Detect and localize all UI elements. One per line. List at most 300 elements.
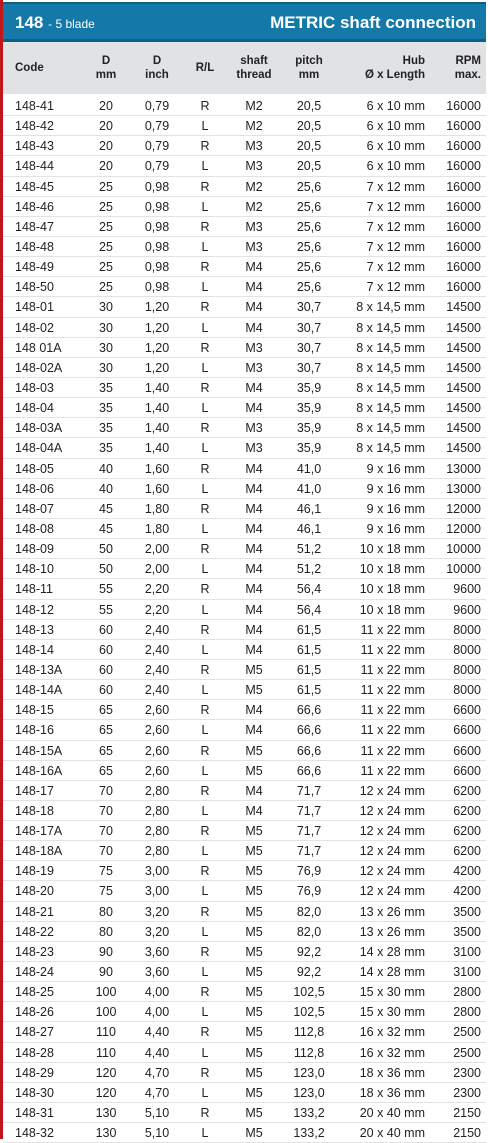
cell-diameter-mm: 35 (99, 401, 113, 416)
cell-diameter-inch: 1,80 (144, 521, 170, 536)
cell-code: 148-47 (15, 219, 54, 234)
cell-code: 148-50 (15, 280, 54, 295)
table-row (3, 1002, 486, 1022)
cell-hub: 6 x 10 mm (366, 99, 425, 113)
cell-rpm: 16000 (446, 119, 481, 134)
cell-rpm: 6600 (453, 743, 481, 758)
header-diameter-mm (83, 42, 129, 94)
cell-code: 148-26 (15, 1005, 54, 1020)
cell-code: 148-13 (15, 622, 54, 637)
cell-hub: 11 x 22 mm (360, 622, 425, 637)
cell-pitch: 92,2 (296, 944, 322, 959)
cell-diameter-inch: 3,20 (144, 904, 170, 919)
table-row (3, 156, 486, 176)
cell-rotation: R (200, 99, 210, 113)
header-shaft-line: shaft (240, 55, 268, 67)
cell-rpm: 14500 (446, 401, 481, 416)
cell-rpm: 13000 (446, 461, 481, 476)
cell-hub: 8 x 14,5 mm (356, 421, 425, 436)
cell-shaft-thread: M2 (245, 179, 263, 194)
cell-rotation: R (200, 421, 210, 436)
cell-rotation: R (200, 622, 210, 637)
cell-rotation: R (200, 300, 210, 315)
cell-hub: 9 x 16 mm (366, 461, 425, 476)
header-dinch-line: inch (145, 69, 169, 81)
cell-rpm: 6600 (453, 703, 481, 718)
cell-rpm: 4200 (453, 884, 481, 899)
table-row (3, 620, 486, 640)
cell-rpm: 8000 (453, 642, 481, 657)
cell-diameter-inch: 3,00 (144, 884, 170, 899)
cell-diameter-inch: 2,00 (144, 542, 170, 557)
cell-shaft-thread: M2 (245, 119, 263, 134)
cell-rpm: 2150 (453, 1106, 481, 1121)
cell-hub: 7 x 12 mm (366, 179, 425, 194)
cell-diameter-mm: 30 (99, 340, 113, 355)
cell-shaft-thread: M3 (245, 219, 263, 234)
cell-pitch: 46,1 (296, 521, 322, 536)
cell-shaft-thread: M3 (245, 159, 263, 174)
cell-pitch: 82,0 (296, 924, 322, 939)
table-row (3, 700, 486, 720)
table-row (3, 116, 486, 136)
cell-code: 148-21 (15, 904, 54, 919)
cell-diameter-mm: 25 (99, 219, 113, 234)
cell-rpm: 16000 (446, 159, 481, 174)
table-row (3, 1123, 486, 1143)
cell-rotation: L (201, 521, 209, 536)
table-row (3, 177, 486, 197)
cell-code: 148-22 (15, 924, 54, 939)
cell-rotation: L (201, 1126, 209, 1141)
cell-pitch: 71,7 (296, 803, 322, 818)
cell-code: 148-17 (15, 783, 54, 798)
cell-code: 148-12 (15, 602, 54, 617)
cell-hub: 8 x 14,5 mm (356, 380, 425, 395)
cell-code: 148-30 (15, 1085, 54, 1100)
cell-code: 148-32 (15, 1126, 54, 1141)
cell-code: 148-07 (15, 501, 54, 516)
table-row (3, 297, 486, 317)
cell-pitch: 30,7 (296, 340, 322, 355)
cell-rotation: R (200, 743, 210, 758)
cell-shaft-thread: M4 (245, 602, 263, 617)
cell-diameter-inch: 0,79 (144, 139, 170, 154)
header-hub-line: Hub (402, 55, 425, 67)
cell-diameter-inch: 3,00 (144, 864, 170, 879)
cell-diameter-mm: 130 (95, 1126, 117, 1141)
cell-diameter-inch: 0,79 (144, 99, 170, 113)
cell-pitch: 76,9 (296, 884, 322, 899)
cell-diameter-inch: 1,40 (144, 380, 170, 395)
cell-rotation: L (201, 401, 209, 416)
table-row (3, 1022, 486, 1042)
cell-shaft-thread: M4 (245, 642, 263, 657)
header-diameter-inch (131, 42, 183, 94)
cell-diameter-inch: 2,80 (144, 824, 170, 839)
header-dinch-line: D (152, 55, 162, 67)
cell-diameter-mm: 25 (99, 280, 113, 295)
cell-rotation: L (201, 642, 209, 657)
cell-pitch: 71,7 (296, 783, 322, 798)
cell-hub: 7 x 12 mm (366, 260, 425, 275)
table-row (3, 801, 486, 821)
cell-rpm: 2500 (453, 1045, 481, 1060)
cell-pitch: 35,9 (296, 441, 322, 456)
cell-rotation: L (201, 844, 209, 859)
table-row (3, 398, 486, 418)
cell-rpm: 16000 (446, 280, 481, 295)
cell-code: 148-11 (15, 582, 53, 597)
cell-diameter-inch: 2,80 (144, 803, 170, 818)
cell-rotation: L (201, 562, 209, 577)
header-rpm (433, 42, 481, 94)
cell-diameter-mm: 70 (99, 783, 113, 798)
cell-rotation: L (201, 763, 209, 778)
cell-rpm: 14500 (446, 360, 481, 375)
header-pitch-line: mm (298, 69, 320, 81)
cell-hub: 18 x 36 mm (359, 1085, 425, 1100)
cell-code: 148-45 (15, 179, 54, 194)
cell-hub: 18 x 36 mm (359, 1065, 425, 1080)
cell-rotation: R (200, 582, 210, 597)
cell-rpm: 9600 (453, 602, 481, 617)
cell-hub: 8 x 14,5 mm (356, 360, 425, 375)
cell-diameter-mm: 60 (99, 683, 113, 698)
cell-shaft-thread: M4 (245, 622, 263, 637)
cell-shaft-thread: M5 (245, 1025, 263, 1040)
cell-pitch: 61,5 (296, 683, 322, 698)
cell-pitch: 35,9 (296, 401, 322, 416)
cell-rpm: 10000 (446, 542, 481, 557)
product-title (15, 13, 95, 33)
cell-shaft-thread: M4 (245, 582, 263, 597)
cell-rotation: R (200, 219, 210, 234)
cell-rpm: 16000 (446, 179, 481, 194)
cell-code: 148-03A (15, 421, 63, 436)
cell-diameter-inch: 1,20 (144, 320, 170, 335)
cell-shaft-thread: M4 (245, 783, 263, 798)
cell-rpm: 8000 (453, 683, 481, 698)
cell-hub: 9 x 16 mm (366, 501, 425, 516)
table-row (3, 338, 486, 358)
cell-hub: 13 x 26 mm (359, 904, 425, 919)
cell-code: 148-17A (15, 824, 63, 839)
table-row (3, 559, 486, 579)
cell-pitch: 82,0 (296, 904, 322, 919)
cell-shaft-thread: M4 (245, 280, 263, 295)
cell-diameter-inch: 0,98 (144, 199, 170, 214)
cell-shaft-thread: M5 (245, 1106, 263, 1121)
cell-code: 148-46 (15, 199, 54, 214)
cell-rotation: R (200, 1025, 210, 1040)
cell-diameter-mm: 75 (99, 864, 113, 879)
cell-diameter-mm: 65 (99, 723, 113, 738)
cell-pitch: 66,6 (296, 763, 322, 778)
cell-diameter-mm: 40 (99, 481, 113, 496)
cell-diameter-inch: 4,00 (144, 985, 170, 1000)
cell-rpm: 9600 (453, 582, 481, 597)
cell-hub: 11 x 22 mm (360, 703, 425, 718)
cell-rpm: 2800 (453, 985, 481, 1000)
cell-rpm: 8000 (453, 622, 481, 637)
cell-rpm: 6200 (453, 844, 481, 859)
cell-hub: 7 x 12 mm (366, 239, 425, 254)
cell-rotation: L (201, 884, 209, 899)
cell-diameter-mm: 80 (99, 924, 113, 939)
cell-hub: 6 x 10 mm (366, 159, 425, 174)
cell-pitch: 61,5 (296, 662, 322, 677)
cell-hub: 20 x 40 mm (359, 1126, 425, 1141)
title-bar (3, 2, 486, 42)
cell-code: 148-15 (15, 703, 54, 718)
table-row (3, 841, 486, 861)
cell-hub: 9 x 16 mm (366, 481, 425, 496)
table-row (3, 640, 486, 660)
cell-shaft-thread: M5 (245, 1045, 263, 1060)
cell-rotation: R (200, 1106, 210, 1121)
cell-hub: 8 x 14,5 mm (356, 441, 425, 456)
cell-diameter-inch: 1,20 (144, 300, 170, 315)
cell-rpm: 14500 (446, 320, 481, 335)
cell-diameter-inch: 2,40 (144, 642, 170, 657)
cell-diameter-mm: 60 (99, 662, 113, 677)
cell-rotation: R (200, 824, 210, 839)
cell-diameter-mm: 90 (99, 965, 113, 980)
cell-rotation: L (201, 320, 209, 335)
cell-code: 148-24 (15, 965, 54, 980)
cell-diameter-inch: 3,60 (144, 944, 170, 959)
cell-diameter-inch: 1,60 (144, 481, 170, 496)
cell-pitch: 71,7 (296, 844, 322, 859)
cell-pitch: 51,2 (296, 542, 322, 557)
table-row (3, 942, 486, 962)
cell-diameter-mm: 50 (99, 562, 113, 577)
cell-rpm: 12000 (446, 501, 481, 516)
cell-shaft-thread: M5 (245, 1065, 263, 1080)
cell-diameter-mm: 70 (99, 803, 113, 818)
cell-code: 148-05 (15, 461, 54, 476)
cell-pitch: 102,5 (293, 985, 325, 1000)
cell-pitch: 25,6 (296, 179, 322, 194)
cell-diameter-mm: 120 (95, 1065, 117, 1080)
cell-pitch: 30,7 (296, 360, 322, 375)
cell-rotation: L (201, 481, 209, 496)
cell-diameter-inch: 1,80 (144, 501, 170, 516)
cell-rotation: L (201, 159, 209, 174)
cell-rpm: 14500 (446, 421, 481, 436)
cell-diameter-inch: 0,79 (144, 119, 170, 134)
cell-pitch: 61,5 (296, 622, 322, 637)
cell-shaft-thread: M4 (245, 803, 263, 818)
cell-rotation: R (200, 904, 210, 919)
cell-rotation: R (200, 260, 210, 275)
cell-diameter-inch: 2,80 (144, 844, 170, 859)
cell-diameter-mm: 20 (99, 159, 113, 174)
cell-code: 148-04A (15, 441, 63, 456)
cell-diameter-mm: 25 (99, 260, 113, 275)
cell-diameter-mm: 20 (99, 99, 113, 113)
table-row (3, 579, 486, 599)
cell-diameter-inch: 4,70 (144, 1085, 170, 1100)
cell-rotation: R (200, 864, 210, 879)
cell-diameter-inch: 2,00 (144, 562, 170, 577)
cell-rotation: R (200, 340, 210, 355)
cell-rpm: 14500 (446, 340, 481, 355)
cell-rotation: R (200, 179, 210, 194)
table-row (3, 600, 486, 620)
cell-diameter-inch: 2,40 (144, 683, 170, 698)
cell-pitch: 41,0 (296, 481, 322, 496)
cell-rotation: L (201, 683, 209, 698)
table-row (3, 982, 486, 1002)
cell-diameter-inch: 3,20 (144, 924, 170, 939)
cell-diameter-mm: 35 (99, 441, 113, 456)
cell-rotation: L (201, 965, 209, 980)
header-shaft-thread (231, 42, 277, 94)
cell-diameter-inch: 4,00 (144, 1005, 170, 1020)
cell-shaft-thread: M5 (245, 864, 263, 879)
cell-hub: 12 x 24 mm (359, 884, 425, 899)
cell-diameter-inch: 5,10 (144, 1106, 170, 1121)
cell-rotation: R (200, 501, 210, 516)
table-row (3, 499, 486, 519)
table-row (3, 962, 486, 982)
cell-code: 148-43 (15, 139, 54, 154)
table-row (3, 277, 486, 297)
cell-hub: 7 x 12 mm (366, 199, 425, 214)
cell-code: 148-06 (15, 481, 54, 496)
cell-code: 148-18 (15, 803, 54, 818)
cell-pitch: 20,5 (296, 139, 322, 154)
cell-diameter-inch: 0,98 (144, 219, 170, 234)
cell-pitch: 35,9 (296, 421, 322, 436)
table-row (3, 922, 486, 942)
cell-diameter-mm: 65 (99, 763, 113, 778)
cell-hub: 11 x 22 mm (360, 683, 425, 698)
cell-hub: 16 x 32 mm (359, 1045, 425, 1060)
cell-rpm: 16000 (446, 99, 481, 113)
cell-pitch: 76,9 (296, 864, 322, 879)
cell-rpm: 6600 (453, 763, 481, 778)
cell-diameter-mm: 25 (99, 239, 113, 254)
cell-shaft-thread: M5 (245, 985, 263, 1000)
table-row (3, 761, 486, 781)
cell-pitch: 61,5 (296, 642, 322, 657)
cell-diameter-mm: 55 (99, 602, 113, 617)
cell-rotation: R (200, 944, 210, 959)
cell-rotation: L (201, 602, 209, 617)
cell-pitch: 30,7 (296, 300, 322, 315)
cell-shaft-thread: M5 (245, 884, 263, 899)
cell-shaft-thread: M3 (245, 441, 263, 456)
cell-shaft-thread: M5 (245, 743, 263, 758)
cell-pitch: 56,4 (296, 602, 322, 617)
blade-count: - 5 blade (48, 17, 95, 31)
table-row (3, 861, 486, 881)
cell-rotation: L (201, 441, 209, 456)
table-row (3, 318, 486, 338)
column-header-row (3, 42, 486, 94)
cell-pitch: 123,0 (293, 1065, 325, 1080)
cell-shaft-thread: M5 (245, 924, 263, 939)
cell-code: 148-20 (15, 884, 54, 899)
cell-rotation: L (201, 199, 209, 214)
cell-pitch: 112,8 (293, 1045, 325, 1060)
cell-shaft-thread: M4 (245, 260, 263, 275)
table-row (3, 257, 486, 277)
cell-rotation: R (200, 662, 210, 677)
cell-hub: 12 x 24 mm (359, 824, 425, 839)
cell-hub: 11 x 22 mm (360, 642, 425, 657)
cell-rotation: R (200, 139, 210, 154)
cell-code: 148-14 (15, 642, 54, 657)
cell-rpm: 16000 (446, 219, 481, 234)
cell-pitch: 112,8 (293, 1025, 325, 1040)
cell-pitch: 25,6 (296, 239, 322, 254)
cell-rpm: 6200 (453, 783, 481, 798)
cell-code: 148-15A (15, 743, 63, 758)
cell-pitch: 41,0 (296, 461, 322, 476)
cell-hub: 7 x 12 mm (366, 280, 425, 295)
cell-code: 148-08 (15, 521, 54, 536)
cell-rpm: 3500 (453, 904, 481, 919)
cell-rpm: 4200 (453, 864, 481, 879)
cell-diameter-inch: 0,98 (144, 239, 170, 254)
cell-rotation: R (200, 783, 210, 798)
cell-rpm: 13000 (446, 481, 481, 496)
cell-diameter-mm: 35 (99, 421, 113, 436)
cell-shaft-thread: M4 (245, 501, 263, 516)
cell-hub: 12 x 24 mm (359, 844, 425, 859)
cell-shaft-thread: M4 (245, 481, 263, 496)
cell-code: 148-10 (15, 562, 54, 577)
cell-rpm: 16000 (446, 239, 481, 254)
cell-diameter-mm: 45 (99, 501, 113, 516)
cell-code: 148-25 (15, 985, 54, 1000)
cell-diameter-inch: 1,40 (144, 421, 170, 436)
cell-diameter-inch: 1,40 (144, 401, 170, 416)
cell-shaft-thread: M3 (245, 421, 263, 436)
table-row (3, 741, 486, 761)
cell-pitch: 102,5 (293, 1005, 325, 1020)
table-row (3, 881, 486, 901)
cell-hub: 14 x 28 mm (359, 965, 425, 980)
cell-diameter-inch: 0,98 (144, 280, 170, 295)
cell-shaft-thread: M4 (245, 703, 263, 718)
cell-rpm: 8000 (453, 662, 481, 677)
header-rl-line: R/L (195, 62, 215, 74)
table-row (3, 479, 486, 499)
cell-diameter-inch: 1,40 (144, 441, 170, 456)
cell-shaft-thread: M3 (245, 340, 263, 355)
table-row (3, 438, 486, 458)
header-hub-line: Ø x Length (364, 69, 425, 81)
cell-diameter-mm: 20 (99, 119, 113, 134)
cell-diameter-inch: 1,60 (144, 461, 170, 476)
cell-hub: 15 x 30 mm (359, 1005, 425, 1020)
cell-rpm: 2150 (453, 1126, 481, 1141)
cell-hub: 11 x 22 mm (360, 723, 425, 738)
cell-rpm: 6200 (453, 824, 481, 839)
cell-diameter-inch: 0,79 (144, 159, 170, 174)
cell-shaft-thread: M5 (245, 662, 263, 677)
cell-diameter-mm: 20 (99, 139, 113, 154)
cell-diameter-mm: 30 (99, 320, 113, 335)
cell-pitch: 20,5 (296, 99, 322, 113)
cell-rotation: R (200, 985, 210, 1000)
table-row (3, 1063, 486, 1083)
